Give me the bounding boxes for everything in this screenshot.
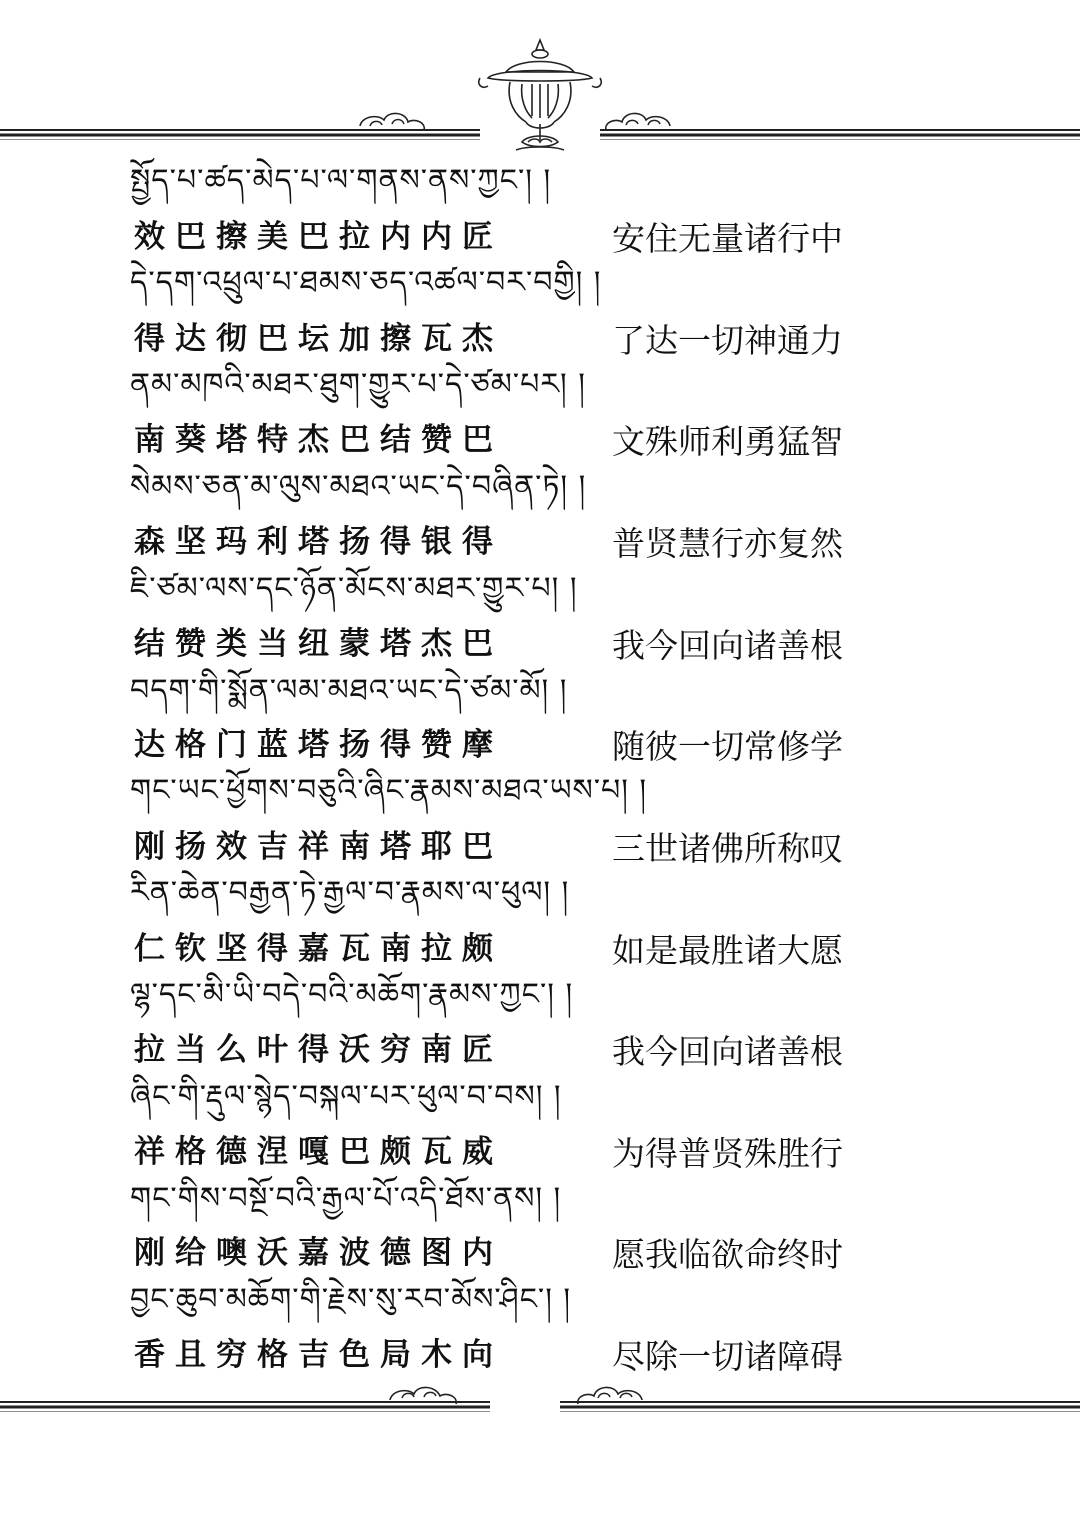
phonetic-line: 仁钦坚得嘉瓦南拉颇 bbox=[134, 931, 503, 967]
phonetic-line: 刚扬效吉祥南塔耶巴 bbox=[134, 829, 503, 865]
chinese-translation: 如是最胜诸大愿 bbox=[612, 931, 843, 970]
tibetan-line: དེ་དག་འཕྲུལ་པ་ཐམས་ཅད་འཚལ་བར་བགྱི། ། bbox=[130, 265, 602, 300]
phonetic-line: 刚给噢沃嘉波德图内 bbox=[134, 1235, 503, 1271]
chinese-translation: 三世诸佛所称叹 bbox=[612, 829, 843, 868]
chinese-translation: 随彼一切常修学 bbox=[612, 727, 843, 766]
phonetic-line: 效巴擦美巴拉内内匠 bbox=[134, 219, 503, 255]
phonetic-line: 香且穷格吉色局木向 bbox=[134, 1337, 503, 1373]
chinese-translation: 愿我临欲命终时 bbox=[612, 1235, 843, 1274]
bottom-ornamental-border bbox=[0, 1372, 1080, 1412]
tibetan-line: ནམ་མཁའི་མཐར་ཐུག་གྱུར་པ་དེ་ཙམ་པར། ། bbox=[130, 367, 586, 402]
phonetic-line: 南葵塔特杰巴结赞巴 bbox=[134, 422, 503, 458]
tibetan-line: སྤྱོད་པ་ཚད་མེད་པ་ལ་གནས་ནས་ཀྱང་། ། bbox=[130, 163, 552, 198]
frame-lines bbox=[0, 1402, 1080, 1412]
tibetan-line: ལྷ་དང་མི་ཡི་བདེ་བའི་མཆོག་རྣམས་ཀྱང་། ། bbox=[130, 977, 574, 1012]
chinese-translation: 安住无量诸行中 bbox=[612, 219, 843, 258]
phonetic-line: 拉当么叶得沃穷南匠 bbox=[134, 1032, 503, 1068]
tibetan-line: རིན་ཆེན་བརྒྱན་ཏེ་རྒྱལ་བ་རྣམས་ལ་ཕུལ། ། bbox=[130, 875, 570, 910]
tibetan-line: གང་ཡང་ཕྱོགས་བཅུའི་ཞིང་རྣམས་མཐའ་ཡས་པ། ། bbox=[130, 773, 648, 808]
tibetan-line: གང་གིས་བསྔོ་བའི་རྒྱལ་པོ་འདི་ཐོས་ནས། ། bbox=[130, 1181, 562, 1216]
phonetic-line: 祥格德涅嘎巴颇瓦威 bbox=[134, 1134, 503, 1170]
tibetan-line: བྱང་ཆུབ་མཆོག་གི་རྗེས་སུ་རབ་མོས་ཤིང་། ། bbox=[130, 1282, 572, 1317]
chinese-translation: 普贤慧行亦复然 bbox=[612, 524, 843, 563]
chinese-translation: 我今回向诸善根 bbox=[612, 626, 843, 665]
phonetic-line: 森坚玛利塔扬得银得 bbox=[134, 524, 503, 560]
chinese-translation: 为得普贤殊胜行 bbox=[612, 1134, 843, 1173]
tibetan-line: སེམས་ཅན་མ་ལུས་མཐའ་ཡང་དེ་བཞིན་ཏེ། ། bbox=[130, 469, 587, 504]
phonetic-line: 结赞类当纽蒙塔杰巴 bbox=[134, 626, 503, 662]
phonetic-line: 达格门蓝塔扬得赞摩 bbox=[134, 727, 503, 763]
chinese-translation: 我今回向诸善根 bbox=[612, 1032, 843, 1071]
chinese-translation: 尽除一切诸障碍 bbox=[612, 1337, 843, 1376]
tibetan-line: ཞིང་གི་རྡུལ་སྙེད་བསྐལ་པར་ཕུལ་བ་བས། ། bbox=[130, 1079, 562, 1114]
chinese-translation: 了达一切神通力 bbox=[612, 321, 843, 360]
phonetic-line: 得达彻巴坛加擦瓦杰 bbox=[134, 321, 503, 357]
tibetan-line: བདག་གི་སྨོན་ལམ་མཐའ་ཡང་དེ་ཙམ་མོ། ། bbox=[130, 673, 568, 708]
chinese-translation: 文殊师利勇猛智 bbox=[612, 422, 843, 461]
tibetan-line: ཇི་ཙམ་ལས་དང་ཉོན་མོངས་མཐར་གྱུར་པ། ། bbox=[130, 571, 578, 606]
